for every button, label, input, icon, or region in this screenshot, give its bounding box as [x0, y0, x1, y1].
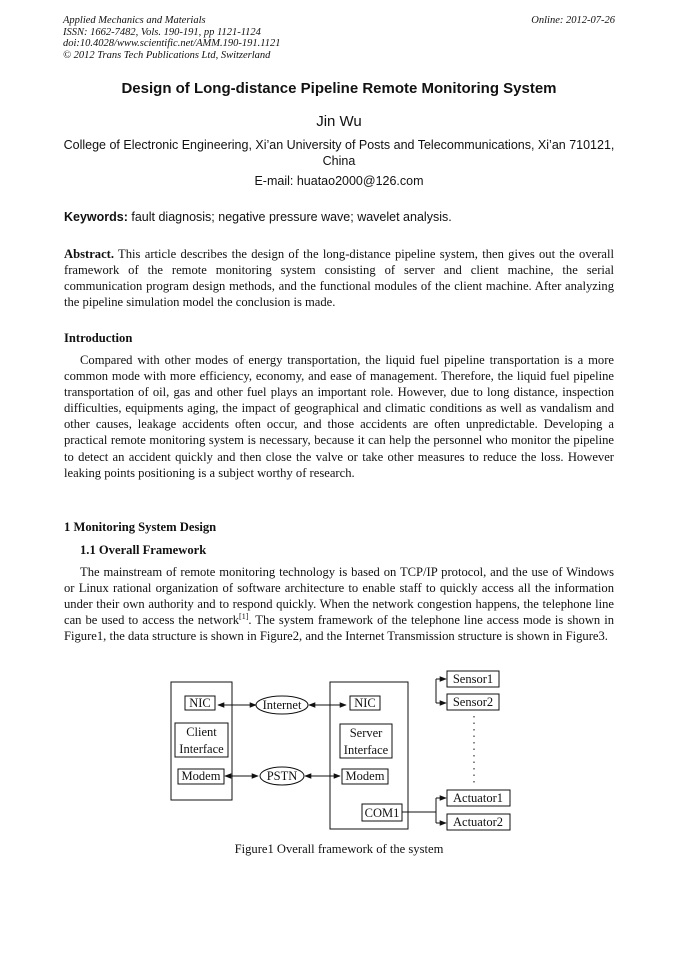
actuator2-label: Actuator2	[453, 815, 503, 829]
copyright-line: © 2012 Trans Tech Publications Ltd, Switzerland	[63, 49, 271, 61]
author-email: E-mail: huatao2000@126.com	[254, 174, 424, 188]
sensor1-label: Sensor1	[452, 672, 494, 686]
page-header	[63, 15, 615, 61]
abstract-text: This article describes the design of the long-distance pipeline system, then gives out the overall framework of the remote monitoring system consisting of server and client machine, the serial communication program design methods, and the functional modules of the client machine. After analyzing the pipeline simulation model the conclusion is made.	[64, 247, 614, 310]
sensor2-label: Sensor2	[452, 695, 494, 709]
issn-line: ISSN: 1662-7482, Vols. 190-191, pp 1121-1124	[63, 26, 261, 38]
client-nic-label: NIC	[189, 696, 211, 710]
client-modem-label: Modem	[181, 769, 221, 783]
subsection-heading: 1.1 Overall Framework	[80, 543, 207, 557]
abstract-label: Abstract.	[64, 247, 115, 261]
server-com-label: COM1	[364, 806, 400, 820]
framework-text-part2: . The system framework of the telephone line access mode is shown in Figure1, the data structure is shown in Figure2, and the Internet Transmission structure is shown in Figure3.	[64, 613, 614, 644]
pstn-label: PSTN	[266, 769, 298, 783]
figure1-diagram	[160, 668, 520, 838]
introduction-text: Compared with other modes of energy transportation, the liquid fuel pipeline transportation is a more common mode with more efficiency, economy, and ease of management. Therefore, the liquid fuel pipeline transportation of oil, gas and other fuel plays an important role. However, due to long distance, inspection difficulties, equipments aging, the impact of geographical and climatic conditions as well as vandalism and other causes, leakage accidents often occur, and those accidents are often unpredictable. Developing a practical remote monitoring system is necessary, because it can help the personnel who monitor the pipeline to detect an accident quickly and then close the valve or take other measures to reduce the loss. However leaking points positioning is a subject worthy of research.	[64, 353, 614, 480]
server-interface-label-1: Server	[349, 726, 383, 740]
section-heading: 1 Monitoring System Design	[64, 520, 217, 534]
internet-label: Internet	[262, 698, 302, 712]
keywords-label: Keywords:	[64, 210, 128, 224]
client-interface-label-2: Interface	[179, 742, 224, 756]
doi-line: doi:10.4028/www.scientific.net/AMM.190-191.1121	[63, 38, 281, 49]
abstract	[64, 246, 614, 310]
figure1-caption: Figure1 Overall framework of the system	[234, 842, 444, 856]
keywords-text: fault diagnosis; negative pressure wave; wavelet analysis.	[127, 210, 452, 224]
affiliation: College of Electronic Engineering, Xi’an University of Posts and Telecommunications, Xi’an 710121, China	[63, 138, 615, 168]
online-date: Online: 2012-07-26	[531, 15, 615, 26]
framework-text-part1: The mainstream of remote monitoring technology is based on TCP/IP protocol, and the use of Windows or Linux rational organization of software architecture to enable staff to quickly access all the information under their own authority and to respond quickly. When the network congestion happens, the telephone line can be used to access the network	[64, 565, 614, 628]
keywords	[64, 210, 452, 224]
actuator1-label: Actuator1	[453, 791, 503, 805]
client-interface-label-1: Client	[186, 725, 217, 739]
citation-ref: [1]	[239, 612, 249, 622]
introduction-heading: Introduction	[64, 331, 133, 345]
server-interface-label-2: Interface	[343, 743, 389, 757]
journal-name: Applied Mechanics and Materials	[63, 15, 206, 26]
server-modem-label: Modem	[345, 769, 385, 783]
author-name: Jin Wu	[316, 113, 362, 130]
framework-text	[64, 564, 614, 644]
paper-title: Design of Long-distance Pipeline Remote Monitoring System	[121, 80, 557, 97]
server-nic-label: NIC	[354, 696, 376, 710]
